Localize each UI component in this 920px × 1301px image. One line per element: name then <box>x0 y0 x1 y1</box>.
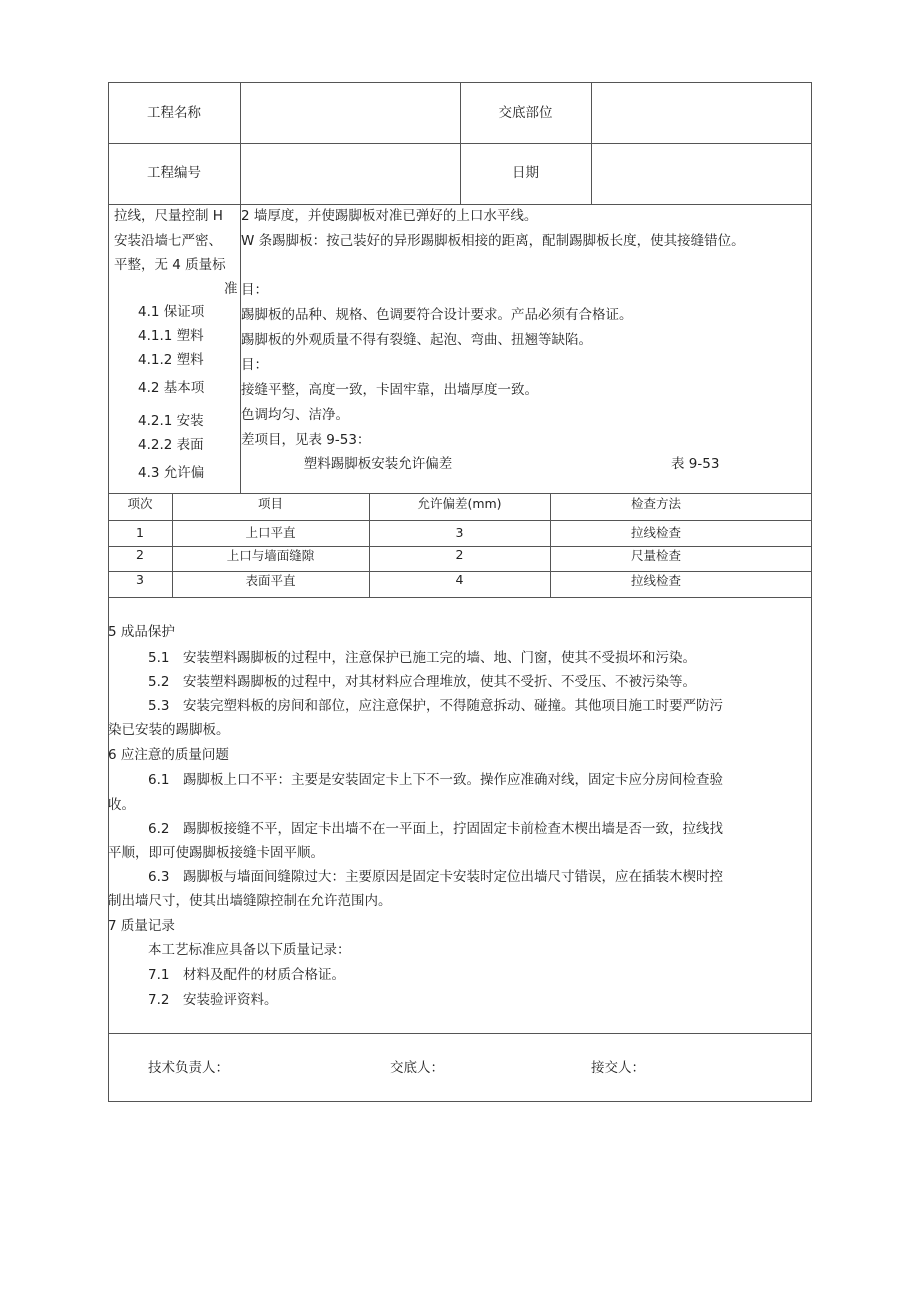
table-cell: 表面平直 <box>245 573 296 588</box>
body-text: 5.3 安装完塑料板的房间和部位，应注意保护，不得随意拆动、碰撞。其他项目施工时要严防污 <box>148 698 723 714</box>
body-text: 平顺，即可使踢脚板接缝卡固平顺。 <box>108 845 324 861</box>
left-text: 4.1.2 塑料 <box>138 352 204 368</box>
divider <box>108 597 812 598</box>
project-no-field[interactable] <box>241 144 459 204</box>
received-by-label: 接交人： <box>591 1060 645 1076</box>
divider <box>108 204 812 205</box>
right-text: 色调均匀、洁净。 <box>241 407 349 423</box>
body-text: 6.3 踢脚板与墙面间缝隙过大：主要原因是固定卡安装时定位出墙尺寸错误，应在插装木楔时控 <box>148 869 723 885</box>
table-cell: 上口与墙面缝隙 <box>226 548 315 563</box>
body-text: 本工艺标准应具备以下质量记录： <box>148 942 351 958</box>
table-cell: 拉线检查 <box>630 573 681 588</box>
left-text: 4.2 基本项 <box>138 380 205 396</box>
table-cell: 尺量检查 <box>630 548 681 563</box>
right-text: 目： <box>241 282 268 298</box>
table-cell: 1 <box>136 525 144 540</box>
divider <box>108 520 812 521</box>
project-name-label: 工程名称 <box>147 105 201 121</box>
handover-part-field[interactable] <box>592 83 810 143</box>
divider <box>108 82 109 1102</box>
section-heading: 5 成品保护 <box>108 624 175 640</box>
date-field[interactable] <box>592 144 810 204</box>
divider <box>108 1033 812 1034</box>
body-text: 制出墙尺寸，使其出墙缝隙控制在允许范围内。 <box>108 893 392 909</box>
left-text: 拉线，尺量控制 H <box>114 208 223 224</box>
right-text: 目： <box>241 357 268 373</box>
table-header: 项目 <box>257 496 283 511</box>
right-text: 踢脚板的品种、规格、色调要符合设计要求。产品必须有合格证。 <box>241 307 633 323</box>
table-cell: 4 <box>455 572 464 587</box>
table-header: 检查方法 <box>630 496 681 511</box>
table-cell: 2 <box>455 547 464 562</box>
left-text: 准 <box>224 281 238 297</box>
table-cell: 3 <box>455 525 464 540</box>
left-text: 平整，无 4 质量标 <box>114 257 226 273</box>
table-cell: 上口平直 <box>245 525 296 540</box>
project-name-field[interactable] <box>241 83 459 143</box>
divider <box>108 493 812 494</box>
left-text: 4.2.1 安装 <box>138 413 204 429</box>
divider <box>811 82 812 1102</box>
left-text: 4.1 保证项 <box>138 304 205 320</box>
body-text: 收。 <box>108 797 135 813</box>
table-cell: 拉线检查 <box>630 525 681 540</box>
body-text: 6.2 踢脚板接缝不平，固定卡出墙不在一平面上，拧固固定卡前检查木楔出墙是否一致，拉线找 <box>148 821 723 837</box>
right-text: 差项目，见表 9-53： <box>241 432 371 448</box>
table-header: 允许偏差(mm) <box>417 496 502 511</box>
tech-lead-label: 技术负责人： <box>148 1060 229 1076</box>
right-text: 踢脚板的外观质量不得有裂缝、起泡、弯曲、扭翘等缺陷。 <box>241 332 592 348</box>
divider <box>108 1101 812 1102</box>
project-no-label: 工程编号 <box>147 165 201 181</box>
table-cell: 3 <box>136 572 144 587</box>
body-text: 染已安装的踢脚板。 <box>108 722 230 738</box>
body-text: 7.2 安装验评资料。 <box>148 992 278 1008</box>
section-heading: 7 质量记录 <box>108 918 175 934</box>
right-text: W 条踢脚板：按己装好的异形踢脚板相接的距离，配制踢脚板长度，使其接缝错位。 <box>241 233 745 249</box>
left-text: 4.3 允许偏 <box>138 465 205 481</box>
left-text: 4.2.2 表面 <box>138 437 204 453</box>
divider <box>460 82 461 204</box>
handover-part-label: 交底部位 <box>498 105 553 121</box>
body-text: 6.1 踢脚板上口不平：主要是安装固定卡上下不一致。操作应准确对线，固定卡应分房间检查验 <box>148 772 723 788</box>
table-number: 表 9-53 <box>671 456 720 472</box>
body-text: 7.1 材料及配件的材质合格证。 <box>148 967 345 983</box>
body-text: 5.1 安装塑料踢脚板的过程中，注意保护已施工完的墙、地、门窗，使其不受损坏和污染。 <box>148 650 696 666</box>
table-header: 项次 <box>127 496 153 511</box>
left-text: 4.1.1 塑料 <box>138 328 204 344</box>
section-heading: 6 应注意的质量问题 <box>108 747 229 763</box>
body-text: 5.2 安装塑料踢脚板的过程中，对其材料应合理堆放，使其不受折、不受压、不被污染等。 <box>148 674 696 690</box>
date-label: 日期 <box>512 165 539 181</box>
right-text: 2 墙厚度，并使踢脚板对准已弹好的上口水平线。 <box>241 208 538 224</box>
right-text: 接缝平整，高度一致，卡固牢靠，出墙厚度一致。 <box>241 382 538 398</box>
handover-by-label: 交底人： <box>390 1060 444 1076</box>
table-title: 塑料踢脚板安装允许偏差 <box>303 456 453 472</box>
table-cell: 2 <box>136 547 144 562</box>
left-text: 安装沿墙七严密、 <box>114 233 222 249</box>
